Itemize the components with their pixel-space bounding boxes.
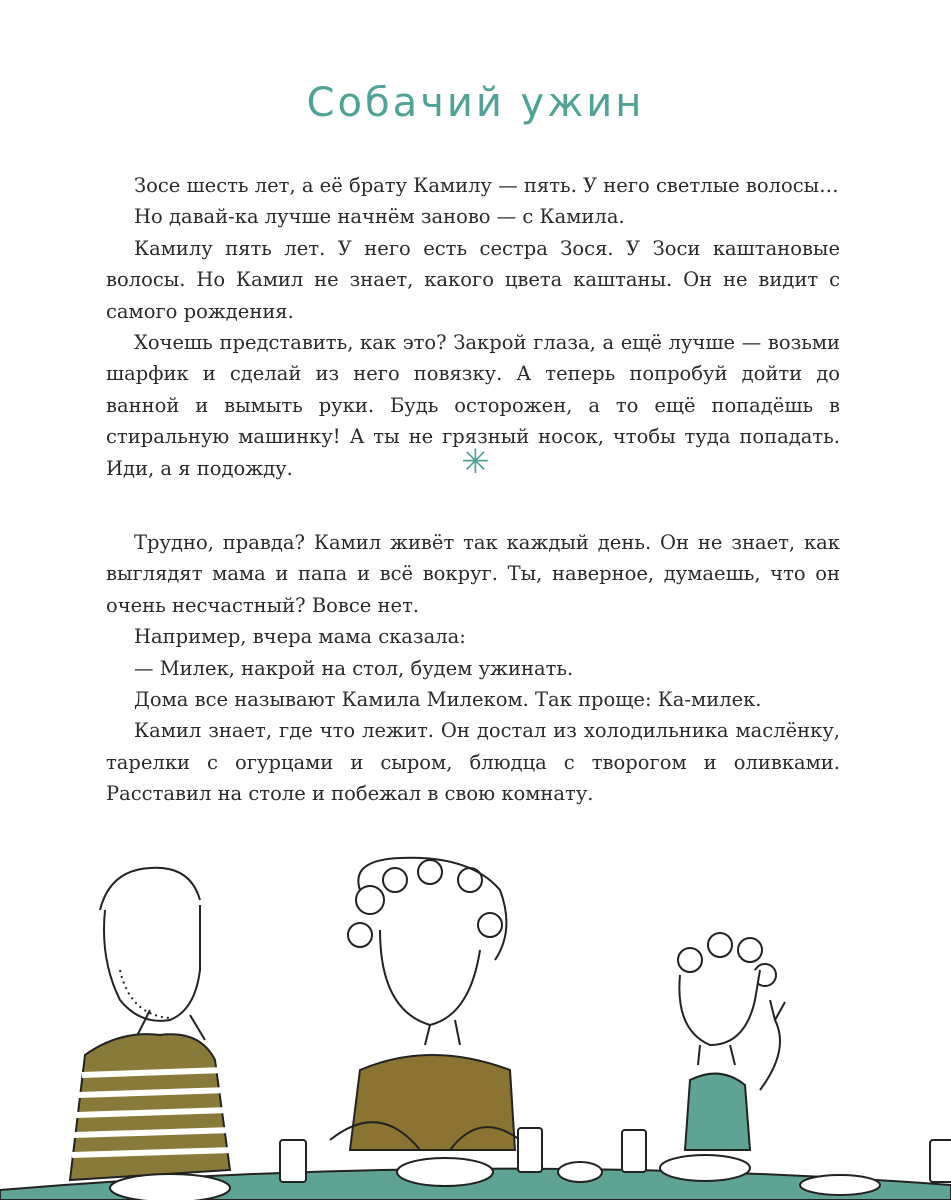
mother-figure (330, 858, 520, 1150)
father-figure (70, 868, 234, 1180)
text-section-2 (106, 527, 840, 810)
paragraph: — Милек, накрой на стол, будем ужинать. (134, 656, 574, 680)
page-title: Собачий ужин (306, 80, 645, 126)
family-dinner-illustration (0, 850, 951, 1200)
girl-figure (678, 933, 785, 1150)
paragraph: Трудно, правда? Камил живёт так каждый день. Он не знает, как выглядят мама и папа и всё вокруг. Ты, наверное, думаешь, что он очень несчастный? Вовсе нет. (106, 531, 840, 617)
paragraph: Дома все называют Камила Милеком. Так проще: Ка-милек. (134, 688, 762, 712)
paragraph: Камилу пять лет. У него есть сестра Зося. У Зоси каштановые волосы. Но Камил не знает, какого цвета каштаны. Он не видит с самого рождения. (106, 236, 840, 323)
paragraph: Например, вчера мама сказала: (134, 625, 466, 649)
paragraph: Но давай-ка лучше начнём заново — с Камила. (134, 205, 625, 229)
section-separator-icon: ✳ (461, 442, 490, 482)
paragraph: Зосе шесть лет, а её брату Камилу — пять. У него светлые волосы… (134, 174, 839, 197)
paragraph: Камил знает, где что лежит. Он достал из холодильника маслёнку, тарелки с огурцами и сыром, блюдца с творогом и оливками. Расставил на столе и побежал в свою комнату. (106, 719, 840, 806)
text-section-1 (106, 170, 840, 484)
paragraph: Хочешь представить, как это? Закрой глаза, а ещё лучше — возьми шарфик и сделай из него повязку. А теперь попробуй дойти до ванной и вымыть руки. Будь осторожен, а то ещё попадёшь в стиральную машинку! А ты не грязный носок, чтобы туда попадать. Иди, а я подожду. (106, 331, 840, 480)
